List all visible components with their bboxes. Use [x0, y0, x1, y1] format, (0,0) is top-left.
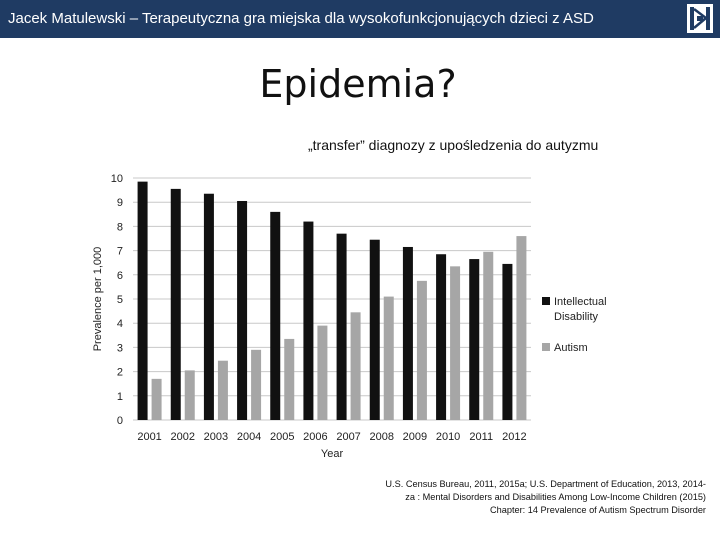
chart-legend: [542, 296, 607, 354]
bar-intellectual-disability-2008: [370, 240, 380, 420]
presentation-title: Jacek Matulewski – Terapeutyczna gra miejska dla wysokofunkcjonujących dzieci z ASD: [8, 10, 594, 27]
y-tick-label: 9: [116, 197, 123, 210]
y-axis-tick-labels: [111, 173, 123, 427]
bar-autism-2009: [417, 281, 427, 420]
bar-intellectual-disability-2009: [403, 247, 413, 420]
bar-intellectual-disability-2004: [237, 201, 247, 420]
y-tick-label: 10: [110, 173, 123, 185]
bar-intellectual-disability-2005: [270, 212, 280, 420]
bar-autism-2004: [251, 350, 261, 420]
bar-autism-2002: [185, 370, 195, 420]
x-tick-label: 2007: [336, 431, 361, 443]
source-line-3: Chapter: 14 Prevalence of Autism Spectrum Disorder: [489, 505, 706, 515]
x-tick-label: 2001: [137, 431, 162, 443]
bar-autism-2006: [317, 326, 327, 420]
x-tick-label: 2011: [469, 431, 494, 443]
x-tick-label: 2009: [402, 431, 428, 443]
y-axis-label: Prevalence per 1,000: [92, 246, 104, 352]
y-tick-label: 1: [116, 390, 123, 403]
bar-intellectual-disability-2007: [337, 234, 347, 420]
slide-title: Epidemia?: [259, 62, 457, 106]
bar-intellectual-disability-2002: [171, 189, 181, 420]
source-line-2: za : Mental Disorders and Disabilities Among Low-Income Children (2015): [405, 492, 706, 502]
legend-label: Intellectual: [554, 296, 607, 308]
x-tick-label: 2008: [369, 431, 394, 443]
source-line-1: U.S. Census Bureau, 2011, 2015a; U.S. Department of Education, 2013, 2014-: [385, 479, 706, 489]
bar-autism-2008: [384, 297, 394, 420]
bar-intellectual-disability-2010: [436, 254, 446, 420]
source-citation: [286, 478, 706, 517]
bar-intellectual-disability-2012: [502, 264, 512, 420]
legend-swatch: [542, 297, 550, 305]
bar-autism-2010: [450, 266, 460, 420]
bar-autism-2003: [218, 361, 228, 420]
bar-intellectual-disability-2011: [469, 259, 479, 420]
bar-autism-2005: [284, 339, 294, 420]
y-tick-label: 4: [116, 318, 123, 331]
bar-autism-2011: [483, 252, 493, 420]
bar-intellectual-disability-2006: [303, 222, 313, 420]
y-tick-label: 2: [116, 366, 123, 379]
x-tick-label: 2003: [203, 431, 229, 443]
legend-swatch: [542, 343, 550, 351]
x-axis-label: Year: [320, 448, 344, 460]
y-tick-label: 8: [116, 221, 123, 234]
y-tick-label: 6: [116, 269, 123, 282]
x-tick-label: 2006: [303, 431, 328, 443]
y-tick-label: 0: [116, 415, 123, 427]
bar-autism-2007: [351, 312, 361, 420]
y-tick-label: 3: [116, 342, 123, 355]
bar-autism-2001: [152, 379, 162, 420]
chart-title: „transfer” diagnozy z upośledzenia do autyzmu: [308, 137, 599, 153]
x-tick-label: 2005: [270, 431, 295, 443]
x-axis-tick-labels: [137, 431, 526, 443]
x-tick-label: 2010: [435, 431, 461, 443]
x-tick-label: 2012: [502, 431, 527, 443]
x-tick-label: 2004: [236, 431, 262, 443]
legend-label: Autism: [554, 342, 588, 354]
bar-intellectual-disability-2001: [138, 182, 148, 420]
y-tick-label: 7: [116, 245, 123, 258]
legend-label: Disability: [554, 311, 599, 323]
bar-autism-2012: [516, 236, 526, 420]
bar-intellectual-disability-2003: [204, 194, 214, 420]
x-tick-label: 2002: [170, 431, 195, 443]
chart-bars: [138, 182, 527, 420]
y-tick-label: 5: [116, 294, 123, 306]
